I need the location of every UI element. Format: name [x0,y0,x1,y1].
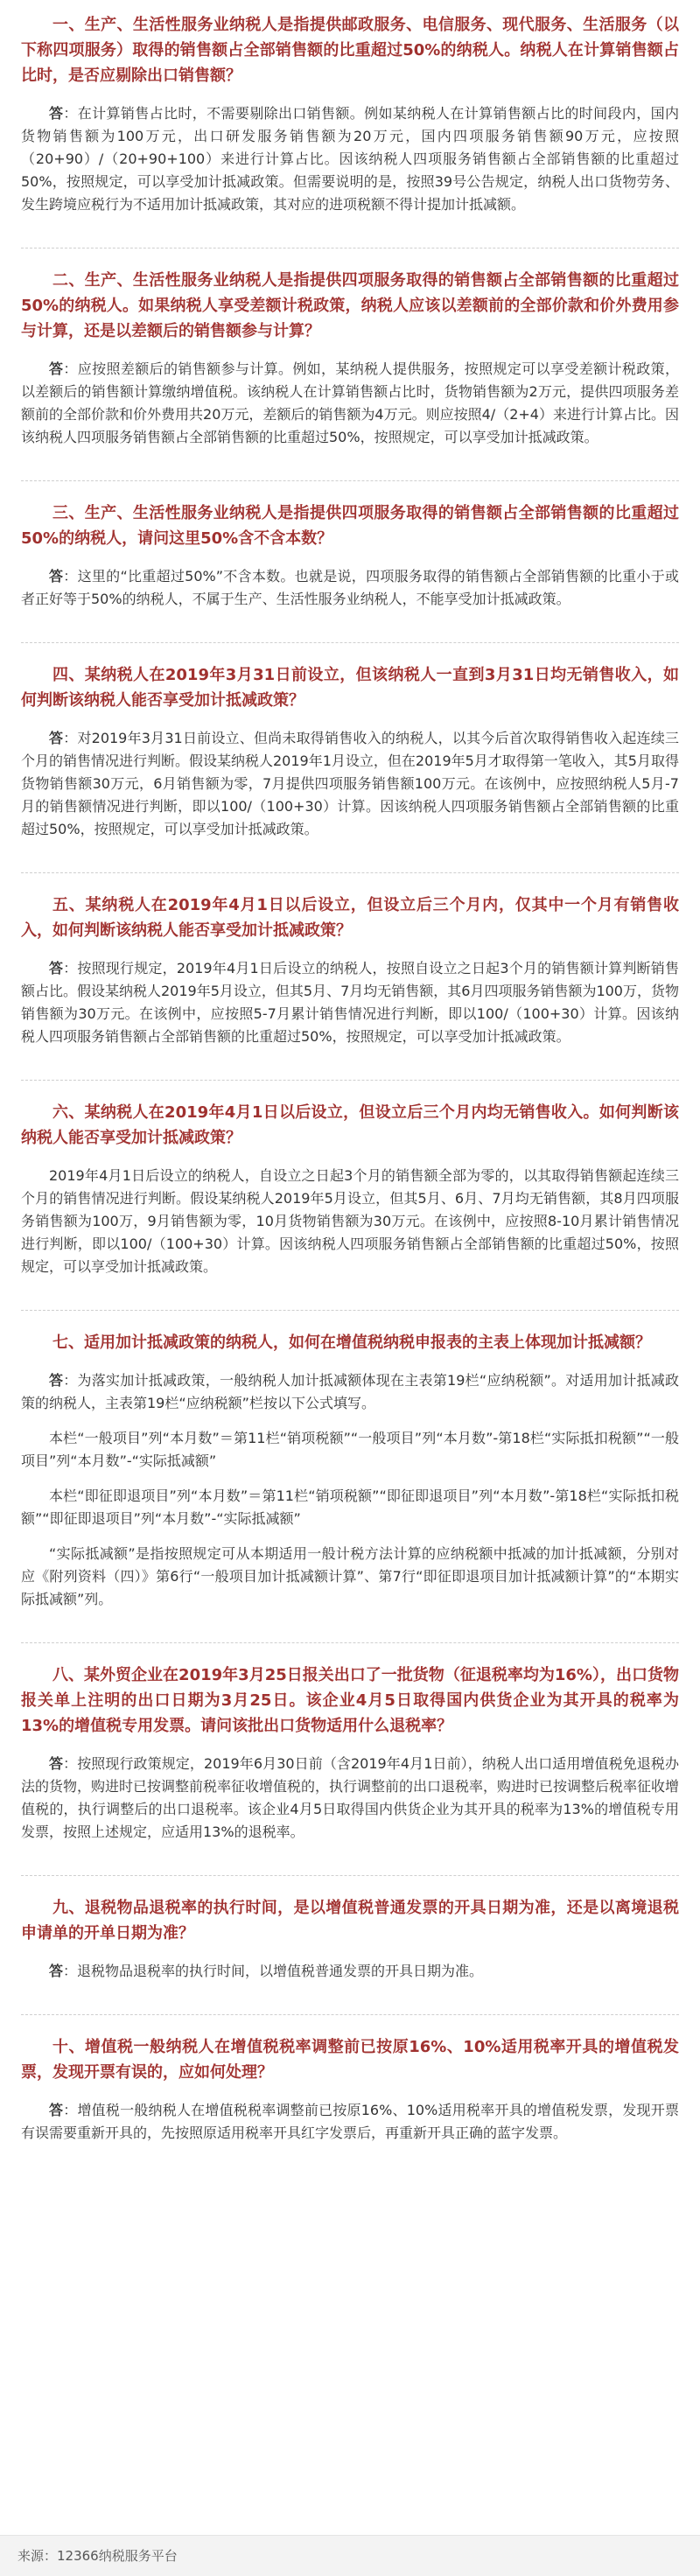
answer-5: 答：按照现行规定，2019年4月1日后设立的纳税人，按照自设立之日起3个月的销售额计算判断销售额占比。假设某纳税人2019年5月设立，但其5月、7月均无销售额，其6月四项服务销售额为100万，货物销售额为30万元。在该例中，应按照5-7月累计销售情况进行判断，即以100/（100+30）计算。因该纳税人四项服务销售额占全部销售额的比重超过50%，按照规定，可以享受加计抵减政策。 [21,960,679,1045]
answer-text: 对2019年3月31日前设立、但尚未取得销售收入的纳税人，以其今后首次取得销售收入起连续三个月的销售情况进行判断。假设某纳税人2019年1月设立，但在2019年5月才取得第一笔收入，其5月取得货物销售额30万元，6月销售额为零，7月提供四项服务销售额100万元。在该例中，应按照纳税人5月-7月的销售额情况进行判断，即以100/（100+30）计算。因该纳税人四项服务销售额占全部销售额的比重超过50%，按照规定，可以享受加计抵减政策。 [21,730,679,837]
qa-item-2 [21,268,679,449]
qa-item-1 [21,12,679,216]
formula-refund: 本栏“即征即退项目”列“本月数”＝第11栏“销项税额”“即征即退项目”列“本月数”-第18栏“实际抵扣税额”“即征即退项目”列“本月数”-“实际抵减额” [21,1488,679,1527]
answer-7-note: “实际抵减额”是指按照规定可从本期适用一般计税方法计算的应纳税额中抵减的加计抵减额，分别对应《附列资料（四）》第6行“一般项目加计抵减额计算”、第7行“即征即退项目加计抵减额计算”的“本期实际抵减额”列。 [21,1545,679,1607]
divider [21,1875,679,1876]
divider [21,872,679,873]
qa-item-9 [21,1895,679,1983]
qa-item-4 [21,662,679,841]
answer-label: 答 [49,730,64,746]
qa-item-6 [21,1100,679,1278]
answer-label: 答 [49,960,64,976]
divider [21,1310,679,1311]
divider [21,1080,679,1081]
qa-item-7 [21,1330,679,1611]
answer-text: 在计算销售占比时，不需要剔除出口销售额。例如某纳税人在计算销售额占比的时间段内，国内货物销售额为100万元，出口研发服务销售额为20万元，国内四项服务销售额90万元，应按照（20+90）/（20+90+100）来进行计算占比。因该纳税人四项服务销售额占全部销售额的比重超过50%，按照规定，可以享受加计抵减政策。但需要说明的是，按照39号公告规定，纳税人出口货物劳务、发生跨境应税行为不适用加计抵减政策，其对应的进项税额不得计提加计抵减额。 [21,105,679,213]
qa-item-5 [21,892,679,1048]
answer-10: 答：增值税一般纳税人在增值税税率调整前已按原16%、10%适用税率开具的增值税发票，发现开票有误需要重新开具的，先按照原适用税率开具红字发票后，再重新开具正确的蓝字发票。 [21,2102,679,2141]
question-7: 七、适用加计抵减政策的纳税人，如何在增值税纳税申报表的主表上体现加计抵减额？ [52,1334,651,1352]
answer-text: 为落实加计抵减政策，一般纳税人加计抵减额体现在主表第19栏“应纳税额”。对适用加计抵减政策的纳税人，主表第19栏“应纳税额”栏按以下公式填写。 [21,1372,679,1411]
answer-3: 答：这里的“比重超过50%”不含本数。也就是说，四项服务取得的销售额占全部销售额的比重小于或者正好等于50%的纳税人，不属于生产、生活性服务业纳税人，不能享受加计抵减政策。 [21,568,679,607]
answer-7: 答：为落实加计抵减政策，一般纳税人加计抵减额体现在主表第19栏“应纳税额”。对适用加计抵减政策的纳税人，主表第19栏“应纳税额”栏按以下公式填写。 [21,1372,679,1411]
answer-label: 答 [49,105,64,122]
answer-9: 答：退税物品退税率的执行时间，以增值税普通发票的开具日期为准。 [49,1963,484,1979]
answer-text: 应按照差额后的销售额参与计算。例如，某纳税人提供服务，按照规定可以享受差额计税政策，以差额后的销售额计算缴纳增值税。该纳税人在计算销售额占比时，货物销售额为2万元，提供四项服务差额前的全部价款和价外费用共20万元，差额后的销售额为4万元。则应按照4/（2+4）来进行计算占比。因该纳税人四项服务销售额占全部销售额的比重超过50%，按照规定，可以享受加计抵减政策。 [21,360,679,445]
question-6: 六、某纳税人在2019年4月1日以后设立，但设立后三个月内均无销售收入。如何判断该纳税人能否享受加计抵减政策？ [21,1103,679,1147]
answer-8: 答：按照现行政策规定，2019年6月30日前（含2019年4月1日前），纳税人出口适用增值税免退税办法的货物，购进时已按调整前税率征收增值税的，执行调整前的出口退税率，购进时已按调整后税率征收增值税的，执行调整后的出口退税率。该企业4月5日取得国内供货企业为其开具的税率为13%的增值税专用发票，按照上述规定，应适用13%的退税率。 [21,1755,680,1840]
question-3: 三、生产、生活性服务业纳税人是指提供四项服务取得的销售额占全部销售额的比重超过50%的纳税人，请问这里50%含不含本数？ [21,504,679,548]
answer-text: 退税物品退税率的执行时间，以增值税普通发票的开具日期为准。 [77,1963,484,1979]
divider [21,1642,679,1643]
question-4: 四、某纳税人在2019年3月31日前设立，但该纳税人一直到3月31日均无销售收入，如何判断该纳税人能否享受加计抵减政策？ [21,666,679,710]
divider [21,480,679,481]
answer-label: 答 [49,568,64,584]
question-8: 八、某外贸企业在2019年3月25日报关出口了一批货物（征退税率均为16%），出口货物报关单上注明的出口日期为3月25日。该企业4月5日取得国内供货企业为其开具的税率为13%的增值税专用发票。请问该批出口货物适用什么退税率？ [21,1666,679,1735]
question-10: 十、增值税一般纳税人在增值税税率调整前已按原16%、10%适用税率开具的增值税发票，发现开票有误的，应如何处理？ [21,2038,679,2082]
qa-item-3 [21,500,679,611]
answer-2: 答：应按照差额后的销售额参与计算。例如，某纳税人提供服务，按照规定可以享受差额计税政策，以差额后的销售额计算缴纳增值税。该纳税人在计算销售额占比时，货物销售额为2万元，提供四项服务差额前的全部价款和价外费用共20万元，差额后的销售额为4万元。则应按照4/（2+4）来进行计算占比。因该纳税人四项服务销售额占全部销售额的比重超过50%，按照规定，可以享受加计抵减政策。 [21,360,679,445]
divider [21,2014,679,2015]
answer-label: 答 [49,1963,64,1979]
answer-label: 答 [49,1372,64,1389]
answer-text: 增值税一般纳税人在增值税税率调整前已按原16%、10%适用税率开具的增值税发票，发现开票有误需要重新开具的，先按照原适用税率开具红字发票后，再重新开具正确的蓝字发票。 [21,2102,679,2141]
answer-4: 答：对2019年3月31日前设立、但尚未取得销售收入的纳税人，以其今后首次取得销售收入起连续三个月的销售情况进行判断。假设某纳税人2019年1月设立，但在2019年5月才取得第一笔收入，其5月取得货物销售额30万元，6月销售额为零，7月提供四项服务销售额100万元。在该例中，应按照纳税人5月-7月的销售额情况进行判断，即以100/（100+30）计算。因该纳税人四项服务销售额占全部销售额的比重超过50%，按照规定，可以享受加计抵减政策。 [21,730,679,837]
answer-1: 答：在计算销售占比时，不需要剔除出口销售额。例如某纳税人在计算销售额占比的时间段内，国内货物销售额为100万元，出口研发服务销售额为20万元，国内四项服务销售额90万元，应按照（20+90）/（20+90+100）来进行计算占比。因该纳税人四项服务销售额占全部销售额的比重超过50%，按照规定，可以享受加计抵减政策。但需要说明的是，按照39号公告规定，纳税人出口货物劳务、发生跨境应税行为不适用加计抵减政策，其对应的进项税额不得计提加计抵减额。 [21,105,679,213]
question-9: 九、退税物品退税率的执行时间，是以增值税普通发票的开具日期为准，还是以离境退税申请单的开单日期为准？ [21,1899,679,1942]
answer-text: 这里的“比重超过50%”不含本数。也就是说，四项服务取得的销售额占全部销售额的比重小于或者正好等于50%的纳税人，不属于生产、生活性服务业纳税人，不能享受加计抵减政策。 [21,568,679,607]
answer-label: 答 [49,360,64,377]
answer-label: 答 [49,1755,64,1772]
divider [21,642,679,643]
answer-label: 答 [49,2102,64,2118]
question-2: 二、生产、生活性服务业纳税人是指提供四项服务取得的销售额占全部销售额的比重超过50%的纳税人。如果纳税人享受差额计税政策，纳税人应该以差额前的全部价款和价外费用参与计算，还是以差额后的销售额参与计算？ [21,271,679,340]
source-footer: 来源：12366纳税服务平台 [0,2535,700,2576]
qa-item-8 [21,1662,679,1844]
formula-general: 本栏“一般项目”列“本月数”＝第11栏“销项税额”“一般项目”列“本月数”-第18栏“实际抵扣税额”“一般项目”列“本月数”-“实际抵减额” [21,1430,679,1469]
qa-item-10 [21,2034,679,2145]
question-1: 一、生产、生活性服务业纳税人是指提供邮政服务、电信服务、现代服务、生活服务（以下称四项服务）取得的销售额占全部销售额的比重超过50%的纳税人。纳税人在计算销售额占比时，是否应剔除出口销售额？ [21,16,679,85]
answer-6: 2019年4月1日后设立的纳税人，自设立之日起3个月的销售额全部为零的，以其取得销售额起连续三个月的销售情况进行判断。假设某纳税人2019年5月设立，但其5月、6月、7月均无销售额，其8月四项服务销售额为100万，9月销售额为零，10月货物销售额为30万元。在该例中，应按照8-10月累计销售情况进行判断，即以100/（100+30）计算。因该纳税人四项服务销售额占全部销售额的比重超过50%，按照规定，可以享受加计抵减政策。 [21,1167,679,1275]
answer-text: 按照现行政策规定，2019年6月30日前（含2019年4月1日前），纳税人出口适用增值税免退税办法的货物，购进时已按调整前税率征收增值税的，执行调整前的出口退税率，购进时已按调整后税率征收增值税的，执行调整后的出口退税率。该企业4月5日取得国内供货企业为其开具的税率为13%的增值税专用发票，按照上述规定，应适用13%的退税率。 [21,1755,680,1840]
answer-text: 按照现行规定，2019年4月1日后设立的纳税人，按照自设立之日起3个月的销售额计算判断销售额占比。假设某纳税人2019年5月设立，但其5月、7月均无销售额，其6月四项服务销售额为100万，货物销售额为30万元。在该例中，应按照5-7月累计销售情况进行判断，即以100/（100+30）计算。因该纳税人四项服务销售额占全部销售额的比重超过50%，按照规定，可以享受加计抵减政策。 [21,960,679,1045]
question-5: 五、某纳税人在2019年4月1日以后设立，但设立后三个月内，仅其中一个月有销售收入，如何判断该纳税人能否享受加计抵减政策？ [21,896,679,940]
